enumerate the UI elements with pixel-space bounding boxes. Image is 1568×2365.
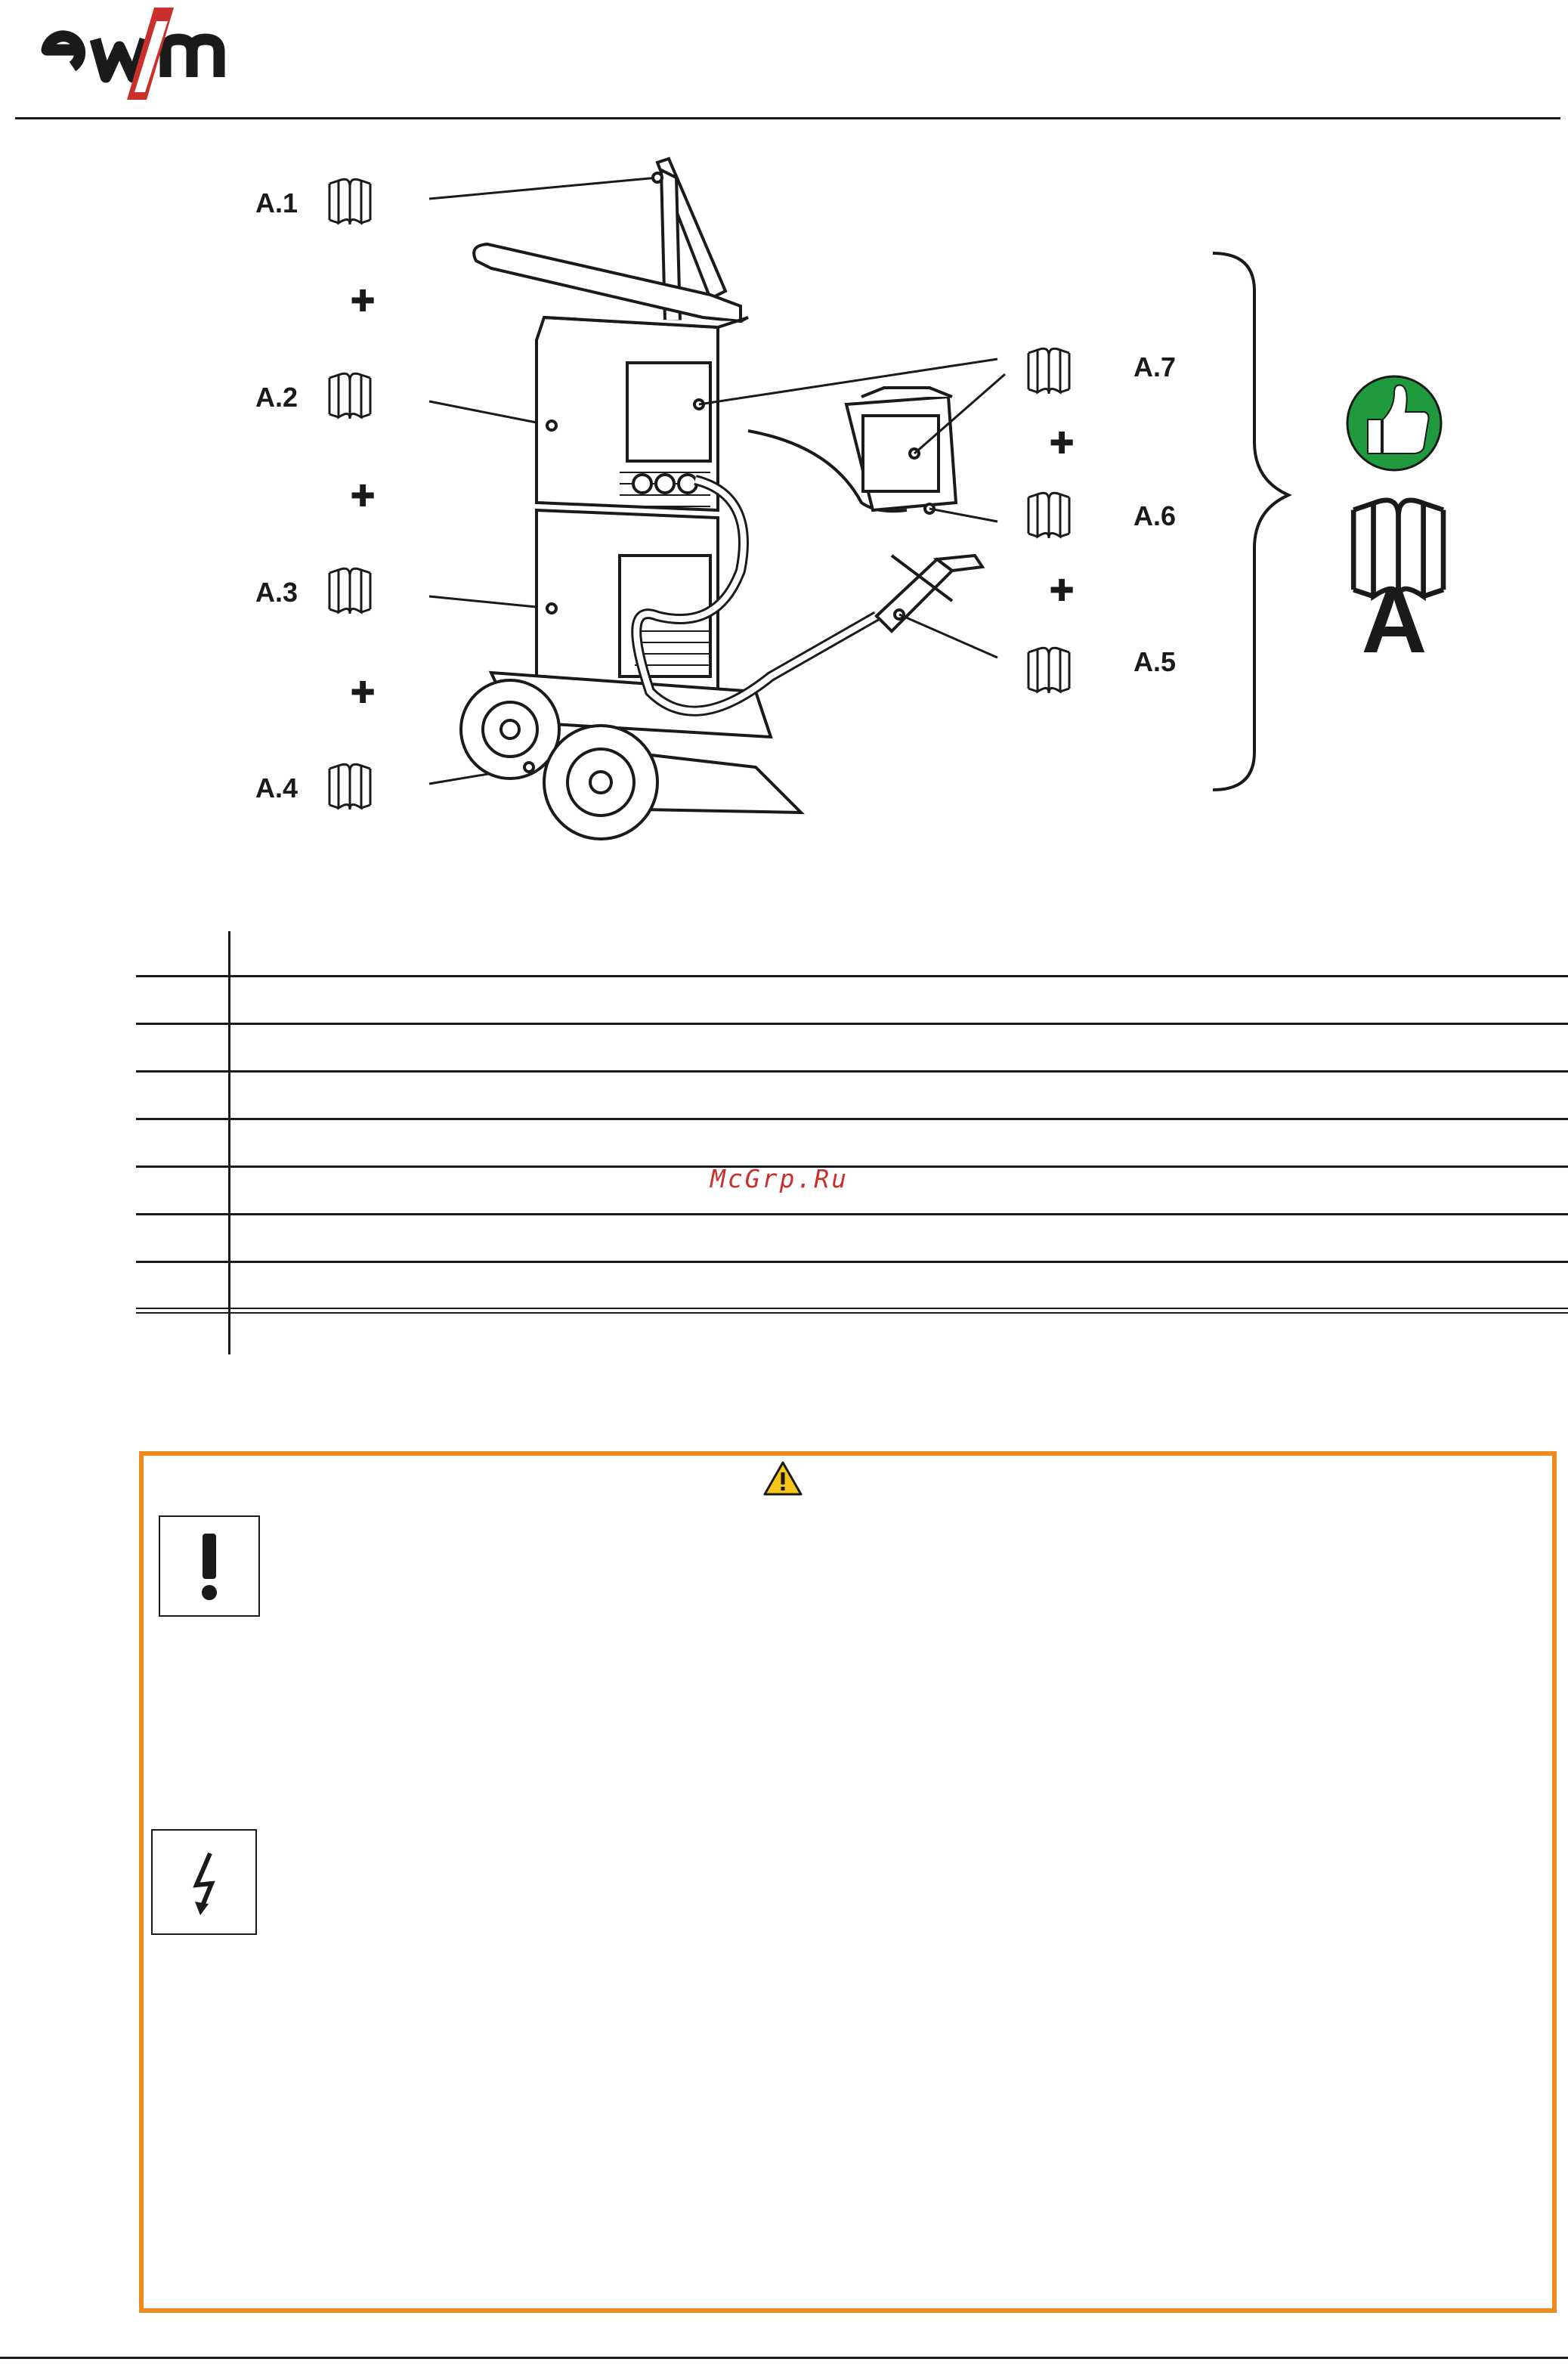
table-column-divider <box>228 931 230 1354</box>
table-cell-value <box>242 931 1557 975</box>
plus-sign: ✚ <box>350 479 376 514</box>
manual-book-icon <box>329 568 370 614</box>
table-cell-value <box>242 1264 1557 1308</box>
table-cell-key <box>136 931 223 975</box>
ewm-logo <box>33 5 275 103</box>
plus-sign: ✚ <box>1049 426 1075 461</box>
watermark: McGrp.Ru <box>710 1164 849 1193</box>
manual-book-icon <box>329 373 370 419</box>
table-cell-key <box>136 1121 223 1165</box>
table-cell-key <box>136 1169 223 1212</box>
callout-a1: A.1 <box>255 187 298 218</box>
table-cell-key <box>136 1026 223 1070</box>
table-cell-value <box>242 1121 1557 1165</box>
table-row-divider <box>136 1070 1568 1073</box>
electric-hazard-icon <box>151 1829 257 1935</box>
manual-book-icon <box>1028 648 1069 693</box>
warning-box <box>139 1451 1557 2313</box>
table-row-divider <box>136 1023 1568 1025</box>
header-rule <box>15 117 1560 119</box>
warning-triangle-icon <box>763 1460 803 1497</box>
table-cell-value <box>242 1216 1557 1260</box>
table-row-divider <box>136 1165 1568 1168</box>
table-row-divider <box>136 1308 1568 1309</box>
callout-a2: A.2 <box>255 382 298 413</box>
table-cell-key <box>136 1216 223 1260</box>
summary-label: A <box>1361 571 1427 672</box>
callout-a6: A.6 <box>1133 500 1177 531</box>
exclamation-icon <box>159 1515 260 1617</box>
plus-sign: ✚ <box>1049 574 1075 608</box>
plus-sign: ✚ <box>350 676 376 710</box>
callout-a7: A.7 <box>1133 351 1177 382</box>
legend-table <box>136 931 1568 1354</box>
brace-icon <box>1213 253 1288 790</box>
table-row-divider <box>136 1118 1568 1120</box>
table-cell-key <box>136 1264 223 1308</box>
table-row-divider <box>136 1312 1568 1314</box>
plus-sign: ✚ <box>350 284 376 319</box>
manual-book-icon <box>1028 348 1069 394</box>
thumbs-up-icon <box>1347 376 1441 470</box>
table-row-divider <box>136 1261 1568 1263</box>
table-cell-value <box>242 1073 1557 1117</box>
callout-a5: A.5 <box>1133 646 1177 677</box>
callout-a3: A.3 <box>255 577 298 608</box>
welding-machine-illustration <box>461 159 982 839</box>
manual-book-icon <box>329 764 370 809</box>
table-row-divider <box>136 975 1568 977</box>
manual-book-icon <box>1028 493 1069 538</box>
callout-a4: A.4 <box>255 772 298 803</box>
footer-rule <box>0 2357 1568 2359</box>
table-cell-key <box>136 978 223 1022</box>
table-cell-key <box>136 1073 223 1117</box>
equipment-figure <box>227 147 1466 873</box>
table-cell-value <box>242 1169 1557 1212</box>
table-row-divider <box>136 1213 1568 1215</box>
table-cell-value <box>242 978 1557 1022</box>
table-cell-value <box>242 1026 1557 1070</box>
manual-book-icon <box>329 179 370 224</box>
